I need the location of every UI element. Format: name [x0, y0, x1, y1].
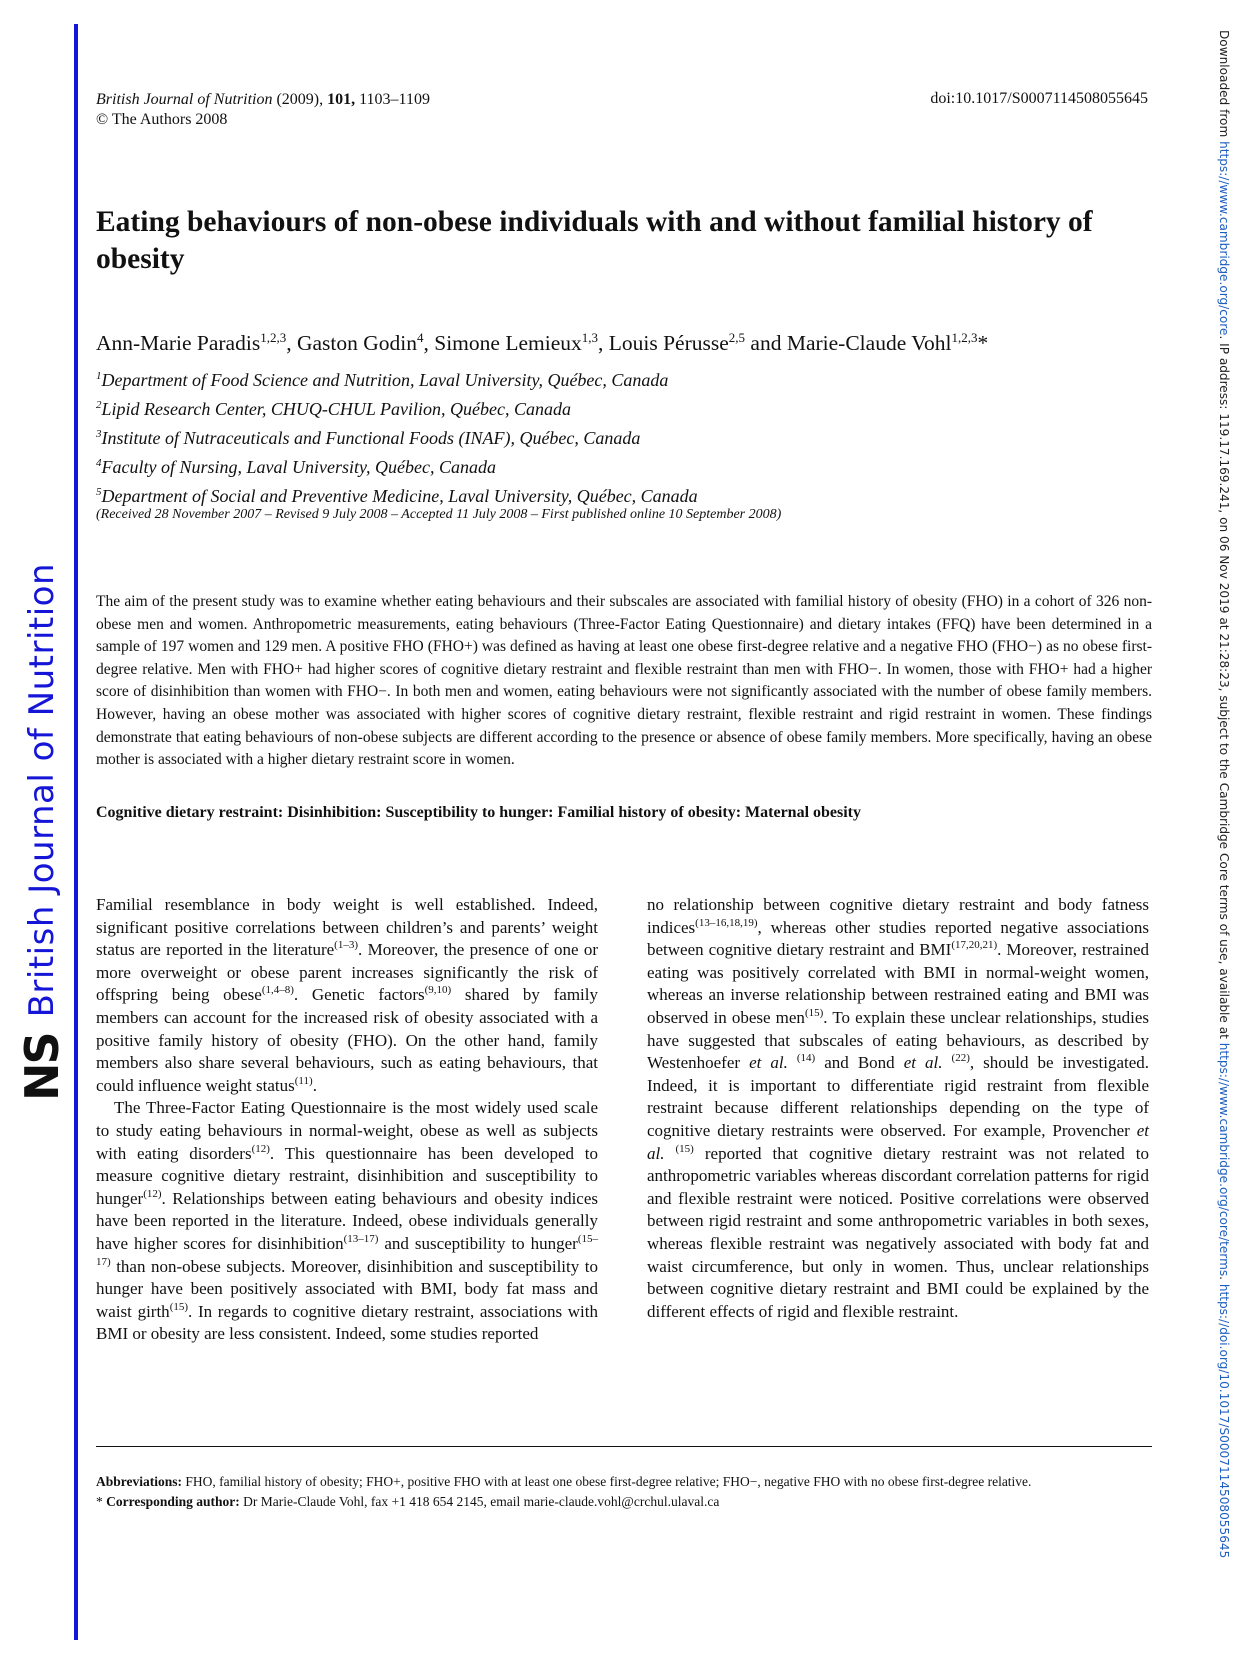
side-journal-name: British Journal of Nutrition: [22, 562, 62, 1018]
author-list: [96, 330, 988, 356]
body-paragraph: Familial resemblance in body weight is well established. Indeed, significant positive correlations between children’s and parents’ weight status are reported in the literature$^{(1-3)}$. Moreover, the presence of one or more overweight or obese parent increases significantly the risk of offspring being obese$^{(1,4-8)}$. Genetic factors$^{(9,10)}$ shared by family members can account for the increased risk of obesity associated with a positive family history of obesity (FHO). On the other hand, family members also share several behaviours, such as eating behaviours, that could influence weight status$^{(11)}$.: [96, 895, 598, 1095]
article-title: Eating behaviours of non-obese individuals with and without familial history of obesity: [96, 206, 1093, 275]
body-paragraph: no relationship between cognitive dietary restraint and body fatness indices$^{(13-16,18,19)}$, whereas other studies reported negative associations between cognitive dietary restraint and BMI$^{(17,20,21)}$. Moreover, restrained eating was positively correlated with BMI in normal-weight women, whereas an inverse relationship between restrained eating and BMI was observed in obese men$^{(15)}$. To explain these unclear relationships, studies have suggested that subscales of eating behaviours, as described by Westenhoefer et al. $^{(14)}$ and Bond et al. $^{(22)}$, should be investigated. Indeed, it is important to differentiate rigid restraint from flexible restraint because different relationships depending on the type of cognitive dietary restraints were observed. For example, Provencher et al. $^{(15)}$ reported that cognitive dietary restraint was not related to anthropometric variables whereas discordant correlation patterns for rigid and flexible restraint were noticed. Positive correlations were observed between rigid restraint and some anthropometric variables in both sexes, whereas flexible restraint was negatively associated with body fat and waist circumference, but only in women. Thus, unclear relationships between cognitive dietary restraint and BMI could be explained by the different effects of rigid and flexible restraint.: [647, 895, 1150, 1321]
doi: doi:10.1017/S0007114508055645: [930, 90, 1148, 107]
corresponding-author-footnote: * Corresponding author: Dr Marie-Claude Vohl, fax +1 418 654 2145, email marie-claude.vohl@crchul.ulaval.ca: [96, 1494, 720, 1509]
ns-logo: NS: [15, 1033, 69, 1102]
download-separator: .: [1217, 1276, 1231, 1284]
author: Ann-Marie Paradis$^{1,2,3}$,: [96, 330, 297, 355]
body-column-left: [96, 894, 598, 1346]
doi-link[interactable]: https://doi.org/10.1017/S0007114508055645: [1217, 1283, 1231, 1559]
footnote-divider: [96, 1446, 1152, 1447]
body-paragraph: The Three-Factor Eating Questionnaire is the most widely used scale to study eating behaviours in normal-weight, obese as well as subjects with eating disorders$^{(12)}$. This questionnaire has been developed to measure cognitive dietary restraint, disinhibition and susceptibility to hunger$^{(12)}$. Relationships between eating behaviours and obesity indices have been reported in the literature. Indeed, obese individuals generally have higher scores for disinhibition$^{(13-17)}$ and susceptibility to hunger$^{(15-17)}$ than non-obese subjects. Moreover, disinhibition and susceptibility to hunger have been positively associated with BMI, body fat mass and waist girth$^{(15)}$. In regards to cognitive dietary restraint, associations with BMI or obesity are less consistent. Indeed, some studies reported: [96, 1098, 599, 1344]
terms-link[interactable]: https://www.cambridge.org/core/terms: [1217, 1042, 1231, 1277]
affiliation: $^1$Department of Food Science and Nutrition, Laval University, Québec, Canada: [96, 370, 669, 390]
footnotes: [96, 1472, 1152, 1512]
author: Louis Pérusse$^{2,5}$ and: [608, 330, 787, 355]
download-note: [1212, 30, 1236, 1600]
affiliation: $^5$Department of Social and Preventive Medicine, Laval University, Québec, Canada: [96, 486, 698, 506]
affiliation: $^2$Lipid Research Center, CHUQ-CHUL Pavilion, Québec, Canada: [96, 399, 571, 419]
keywords: Cognitive dietary restraint: Disinhibition: Susceptibility to hunger: Familial history of obesity: Maternal obesity: [96, 804, 862, 821]
affiliation: $^3$Institute of Nutraceuticals and Functional Foods (INAF), Québec, Canada: [96, 428, 641, 448]
copyright: © The Authors 2008: [96, 111, 228, 128]
author: Marie-Claude Vohl$^{1,2,3}$*: [786, 330, 989, 355]
affiliation: $^4$Faculty of Nursing, Laval University, Québec, Canada: [96, 457, 496, 477]
author: Gaston Godin$^4$,: [296, 330, 435, 355]
citation-journal: British Journal of Nutrition: [96, 91, 273, 108]
citation-pages: 1103–1109: [359, 91, 430, 108]
journal-side-banner: [2, 562, 82, 1102]
author: Simone Lemieux$^{1,3}$,: [434, 330, 609, 355]
download-middle: . IP address: 119.17.169.241, on 06 Nov 2019 at 21:28:23, subject to the Cambridge Core terms of use, available at: [1217, 335, 1231, 1043]
cambridge-core-link[interactable]: https://www.cambridge.org/core: [1217, 141, 1231, 336]
citation-line: [96, 90, 430, 110]
affiliations: [96, 364, 698, 509]
citation-volume: 101,: [327, 91, 356, 108]
body-column-right: [647, 894, 1149, 1323]
abstract: The aim of the present study was to examine whether eating behaviours and their subscales are associated with familial history of obesity (FHO) in a cohort of 326 non-obese men and women. Anthropometric measurements, eating behaviours (Three-Factor Eating Questionnaire) and dietary intakes (FFQ) have been determined in a sample of 197 women and 129 men. A positive FHO (FHO+) was defined as having at least one obese first-degree relative and a negative FHO (FHO−) as no obese first-degree relative. Men with FHO+ had higher scores of cognitive dietary restraint and flexible restraint than men with FHO−. In women, those with FHO+ had a higher score of disinhibition than women with FHO−. In both men and women, eating behaviours were not significantly associated with the number of obese family members. However, having an obese mother was associated with higher scores of cognitive dietary restraint, flexible restraint and rigid restraint in women. These findings demonstrate that eating behaviours of non-obese subjects are different according to the presence or absence of obese family members. More specifically, having an obese mother is associated with a higher dietary restraint score in women.: [96, 593, 1152, 769]
citation-year: (2009),: [276, 91, 324, 108]
journal-citation: [96, 90, 430, 130]
download-prefix: Downloaded from: [1217, 30, 1231, 142]
received-dates: (Received 28 November 2007 – Revised 9 July 2008 – Accepted 11 July 2008 – First published online 10 September 2008): [96, 507, 782, 522]
abbreviations-footnote: Abbreviations: FHO, familial history of obesity; FHO+, positive FHO with at least one obese first-degree relative; FHO−, negative FHO with no obese first-degree relative.: [96, 1474, 1032, 1489]
